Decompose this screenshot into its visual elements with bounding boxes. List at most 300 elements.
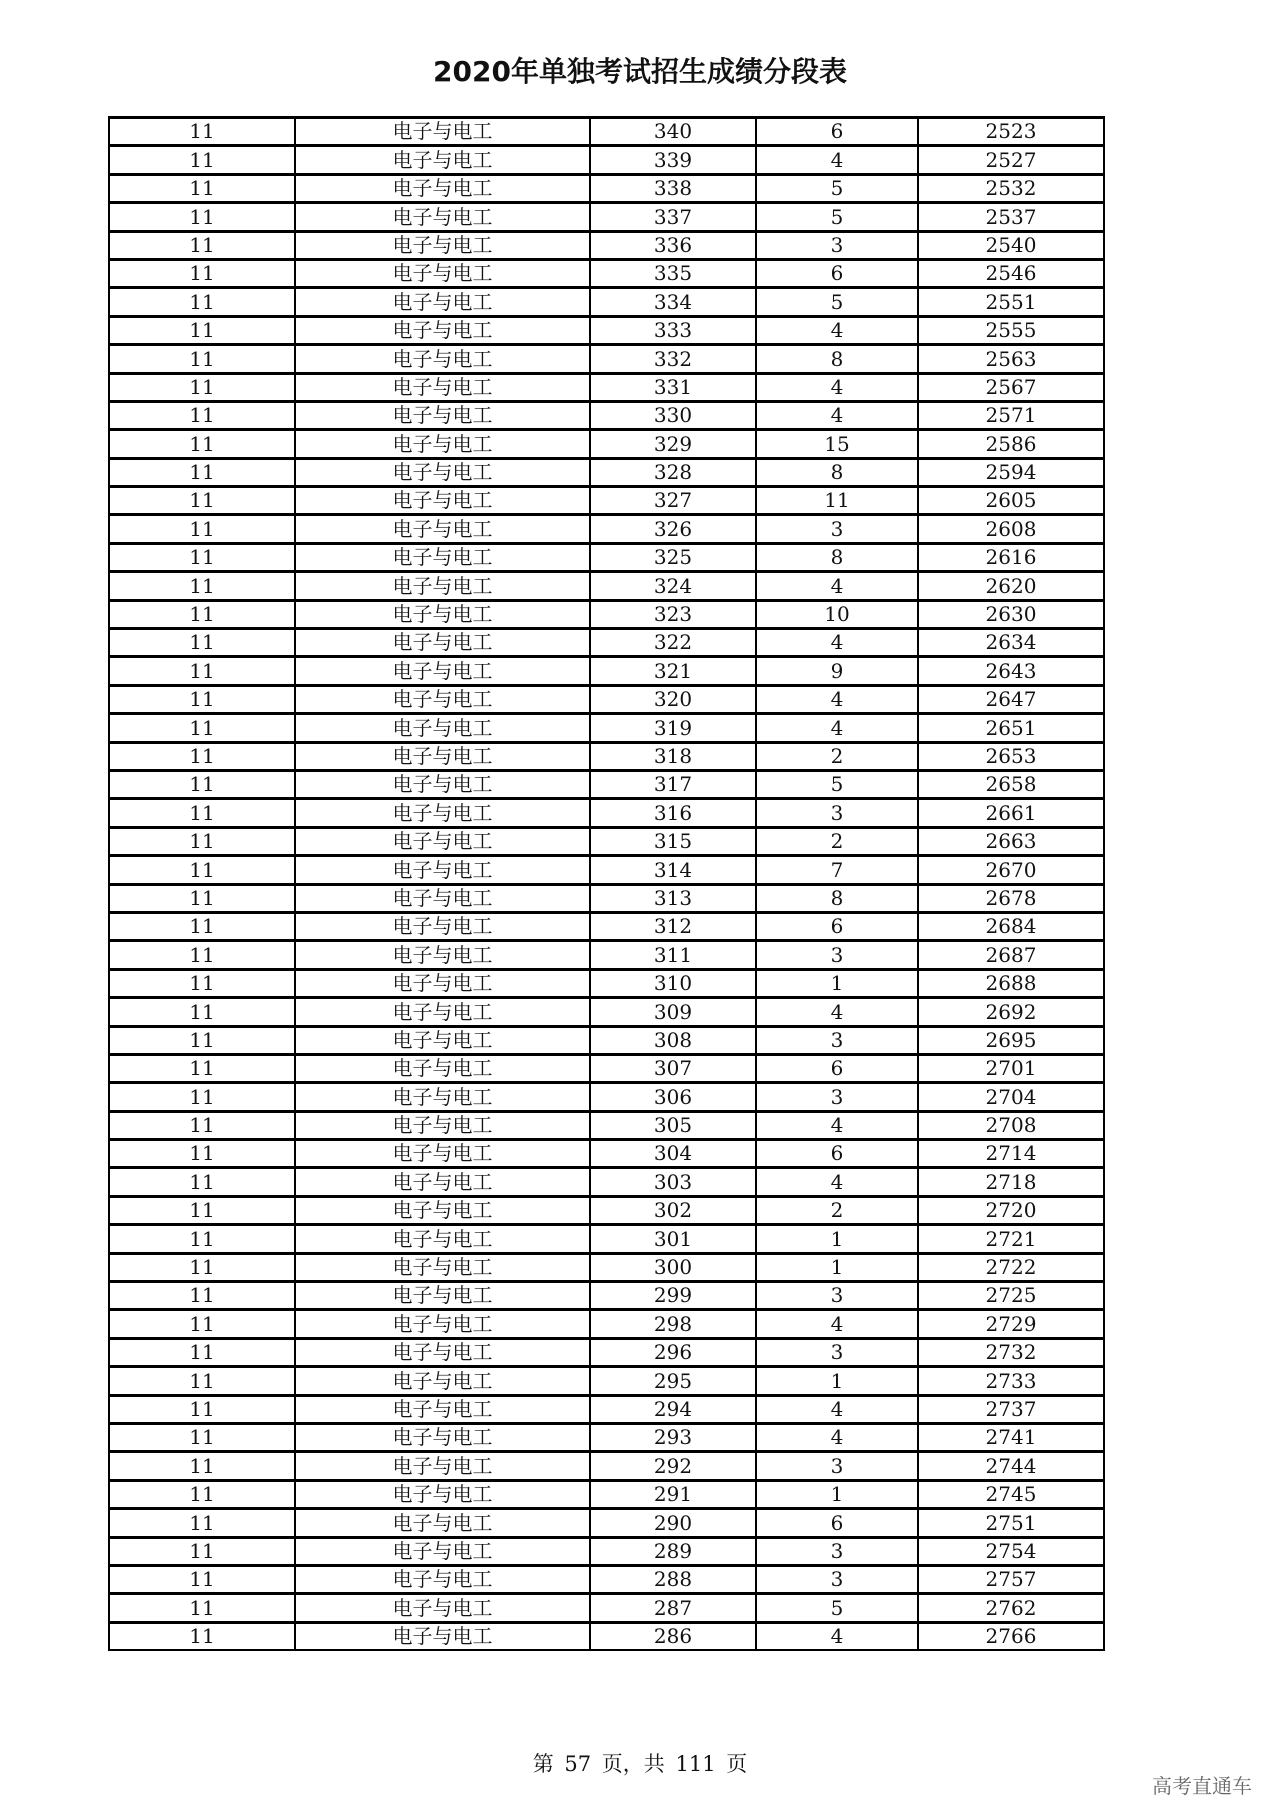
cumulative-cell: 2721 bbox=[918, 1225, 1104, 1253]
count-cell: 7 bbox=[756, 856, 918, 884]
table-row bbox=[109, 714, 1104, 742]
score-cell: 305 bbox=[590, 1111, 756, 1139]
table-row bbox=[109, 1225, 1104, 1253]
cumulative-cell: 2540 bbox=[918, 231, 1104, 259]
table-row bbox=[109, 1111, 1104, 1139]
major-cell: 电子与电工 bbox=[295, 1367, 590, 1395]
count-cell: 4 bbox=[756, 401, 918, 429]
category-code-cell: 11 bbox=[109, 458, 295, 486]
count-cell: 4 bbox=[756, 316, 918, 344]
count-cell: 2 bbox=[756, 827, 918, 855]
cumulative-cell: 2737 bbox=[918, 1395, 1104, 1423]
count-cell: 3 bbox=[756, 231, 918, 259]
major-cell: 电子与电工 bbox=[295, 401, 590, 429]
score-cell: 287 bbox=[590, 1594, 756, 1622]
score-cell: 317 bbox=[590, 770, 756, 798]
count-cell: 6 bbox=[756, 259, 918, 287]
score-cell: 286 bbox=[590, 1622, 756, 1650]
count-cell: 9 bbox=[756, 657, 918, 685]
category-code-cell: 11 bbox=[109, 998, 295, 1026]
score-cell: 336 bbox=[590, 231, 756, 259]
table-row bbox=[109, 146, 1104, 174]
cumulative-cell: 2661 bbox=[918, 799, 1104, 827]
major-cell: 电子与电工 bbox=[295, 1111, 590, 1139]
table-row bbox=[109, 430, 1104, 458]
table-row bbox=[109, 912, 1104, 940]
score-cell: 295 bbox=[590, 1367, 756, 1395]
cumulative-cell: 2708 bbox=[918, 1111, 1104, 1139]
count-cell: 4 bbox=[756, 714, 918, 742]
major-cell: 电子与电工 bbox=[295, 884, 590, 912]
table-row bbox=[109, 770, 1104, 798]
category-code-cell: 11 bbox=[109, 1480, 295, 1508]
score-cell: 320 bbox=[590, 685, 756, 713]
major-cell: 电子与电工 bbox=[295, 998, 590, 1026]
score-cell: 327 bbox=[590, 487, 756, 515]
cumulative-cell: 2718 bbox=[918, 1168, 1104, 1196]
score-cell: 331 bbox=[590, 373, 756, 401]
category-code-cell: 11 bbox=[109, 373, 295, 401]
category-code-cell: 11 bbox=[109, 884, 295, 912]
major-cell: 电子与电工 bbox=[295, 288, 590, 316]
major-cell: 电子与电工 bbox=[295, 1168, 590, 1196]
count-cell: 6 bbox=[756, 118, 918, 146]
count-cell: 4 bbox=[756, 1310, 918, 1338]
cumulative-cell: 2630 bbox=[918, 600, 1104, 628]
score-cell: 303 bbox=[590, 1168, 756, 1196]
major-cell: 电子与电工 bbox=[295, 373, 590, 401]
major-cell: 电子与电工 bbox=[295, 856, 590, 884]
score-cell: 334 bbox=[590, 288, 756, 316]
score-cell: 339 bbox=[590, 146, 756, 174]
page-title: 2020年单独考试招生成绩分段表 bbox=[433, 55, 847, 88]
count-cell: 6 bbox=[756, 1054, 918, 1082]
category-code-cell: 11 bbox=[109, 1338, 295, 1366]
major-cell: 电子与电工 bbox=[295, 1395, 590, 1423]
category-code-cell: 11 bbox=[109, 770, 295, 798]
cumulative-cell: 2532 bbox=[918, 174, 1104, 202]
score-cell: 329 bbox=[590, 430, 756, 458]
major-cell: 电子与电工 bbox=[295, 1225, 590, 1253]
category-code-cell: 11 bbox=[109, 1509, 295, 1537]
score-cell: 310 bbox=[590, 969, 756, 997]
major-cell: 电子与电工 bbox=[295, 1338, 590, 1366]
category-code-cell: 11 bbox=[109, 1111, 295, 1139]
cumulative-cell: 2571 bbox=[918, 401, 1104, 429]
cumulative-cell: 2605 bbox=[918, 487, 1104, 515]
score-cell: 299 bbox=[590, 1282, 756, 1310]
category-code-cell: 11 bbox=[109, 1253, 295, 1281]
cumulative-cell: 2546 bbox=[918, 259, 1104, 287]
category-code-cell: 11 bbox=[109, 856, 295, 884]
major-cell: 电子与电工 bbox=[295, 1083, 590, 1111]
table-row bbox=[109, 657, 1104, 685]
cumulative-cell: 2766 bbox=[918, 1622, 1104, 1650]
table-row bbox=[109, 1282, 1104, 1310]
table-row bbox=[109, 1565, 1104, 1593]
table-row bbox=[109, 1452, 1104, 1480]
count-cell: 6 bbox=[756, 1509, 918, 1537]
count-cell: 5 bbox=[756, 174, 918, 202]
category-code-cell: 11 bbox=[109, 1196, 295, 1224]
table-row bbox=[109, 118, 1104, 146]
category-code-cell: 11 bbox=[109, 1168, 295, 1196]
score-table bbox=[108, 116, 1105, 1651]
cumulative-cell: 2704 bbox=[918, 1083, 1104, 1111]
table-row bbox=[109, 203, 1104, 231]
score-cell: 321 bbox=[590, 657, 756, 685]
table-row bbox=[109, 259, 1104, 287]
table-row bbox=[109, 345, 1104, 373]
cumulative-cell: 2745 bbox=[918, 1480, 1104, 1508]
table-row bbox=[109, 600, 1104, 628]
category-code-cell: 11 bbox=[109, 685, 295, 713]
table-row bbox=[109, 543, 1104, 571]
table-row bbox=[109, 515, 1104, 543]
score-cell: 291 bbox=[590, 1480, 756, 1508]
score-cell: 314 bbox=[590, 856, 756, 884]
score-cell: 311 bbox=[590, 941, 756, 969]
score-cell: 304 bbox=[590, 1140, 756, 1168]
score-cell: 296 bbox=[590, 1338, 756, 1366]
major-cell: 电子与电工 bbox=[295, 969, 590, 997]
cumulative-cell: 2688 bbox=[918, 969, 1104, 997]
category-code-cell: 11 bbox=[109, 401, 295, 429]
category-code-cell: 11 bbox=[109, 600, 295, 628]
table-row bbox=[109, 174, 1104, 202]
score-cell: 288 bbox=[590, 1565, 756, 1593]
score-cell: 289 bbox=[590, 1537, 756, 1565]
category-code-cell: 11 bbox=[109, 1565, 295, 1593]
category-code-cell: 11 bbox=[109, 799, 295, 827]
category-code-cell: 11 bbox=[109, 146, 295, 174]
cumulative-cell: 2608 bbox=[918, 515, 1104, 543]
count-cell: 4 bbox=[756, 373, 918, 401]
table-row bbox=[109, 1253, 1104, 1281]
major-cell: 电子与电工 bbox=[295, 657, 590, 685]
major-cell: 电子与电工 bbox=[295, 146, 590, 174]
major-cell: 电子与电工 bbox=[295, 1026, 590, 1054]
category-code-cell: 11 bbox=[109, 1537, 295, 1565]
table-row bbox=[109, 1509, 1104, 1537]
major-cell: 电子与电工 bbox=[295, 1310, 590, 1338]
table-row bbox=[109, 1083, 1104, 1111]
table-row bbox=[109, 629, 1104, 657]
cumulative-cell: 2647 bbox=[918, 685, 1104, 713]
category-code-cell: 11 bbox=[109, 430, 295, 458]
table-row bbox=[109, 1054, 1104, 1082]
count-cell: 4 bbox=[756, 1168, 918, 1196]
table-row bbox=[109, 1537, 1104, 1565]
score-cell: 302 bbox=[590, 1196, 756, 1224]
table-row bbox=[109, 1026, 1104, 1054]
category-code-cell: 11 bbox=[109, 316, 295, 344]
score-cell: 306 bbox=[590, 1083, 756, 1111]
table-row bbox=[109, 316, 1104, 344]
count-cell: 3 bbox=[756, 1282, 918, 1310]
table-row bbox=[109, 288, 1104, 316]
score-cell: 316 bbox=[590, 799, 756, 827]
count-cell: 6 bbox=[756, 1140, 918, 1168]
category-code-cell: 11 bbox=[109, 1140, 295, 1168]
major-cell: 电子与电工 bbox=[295, 345, 590, 373]
score-cell: 318 bbox=[590, 742, 756, 770]
cumulative-cell: 2586 bbox=[918, 430, 1104, 458]
table-row bbox=[109, 373, 1104, 401]
category-code-cell: 11 bbox=[109, 1594, 295, 1622]
cumulative-cell: 2725 bbox=[918, 1282, 1104, 1310]
category-code-cell: 11 bbox=[109, 231, 295, 259]
score-cell: 337 bbox=[590, 203, 756, 231]
table-row bbox=[109, 742, 1104, 770]
major-cell: 电子与电工 bbox=[295, 1140, 590, 1168]
cumulative-cell: 2684 bbox=[918, 912, 1104, 940]
major-cell: 电子与电工 bbox=[295, 1423, 590, 1451]
category-code-cell: 11 bbox=[109, 1282, 295, 1310]
cumulative-cell: 2754 bbox=[918, 1537, 1104, 1565]
cumulative-cell: 2616 bbox=[918, 543, 1104, 571]
score-cell: 307 bbox=[590, 1054, 756, 1082]
page-number: 第 57 页，共 111 页 bbox=[532, 1752, 748, 1776]
major-cell: 电子与电工 bbox=[295, 316, 590, 344]
major-cell: 电子与电工 bbox=[295, 1509, 590, 1537]
table-row bbox=[109, 458, 1104, 486]
major-cell: 电子与电工 bbox=[295, 259, 590, 287]
cumulative-cell: 2732 bbox=[918, 1338, 1104, 1366]
score-cell: 330 bbox=[590, 401, 756, 429]
category-code-cell: 11 bbox=[109, 941, 295, 969]
cumulative-cell: 2663 bbox=[918, 827, 1104, 855]
count-cell: 3 bbox=[756, 1026, 918, 1054]
count-cell: 4 bbox=[756, 1395, 918, 1423]
cumulative-cell: 2537 bbox=[918, 203, 1104, 231]
cumulative-cell: 2757 bbox=[918, 1565, 1104, 1593]
major-cell: 电子与电工 bbox=[295, 912, 590, 940]
table-row bbox=[109, 1594, 1104, 1622]
category-code-cell: 11 bbox=[109, 714, 295, 742]
table-row bbox=[109, 998, 1104, 1026]
category-code-cell: 11 bbox=[109, 345, 295, 373]
score-cell: 298 bbox=[590, 1310, 756, 1338]
category-code-cell: 11 bbox=[109, 1026, 295, 1054]
score-cell: 309 bbox=[590, 998, 756, 1026]
major-cell: 电子与电工 bbox=[295, 799, 590, 827]
cumulative-cell: 2692 bbox=[918, 998, 1104, 1026]
category-code-cell: 11 bbox=[109, 657, 295, 685]
category-code-cell: 11 bbox=[109, 1054, 295, 1082]
major-cell: 电子与电工 bbox=[295, 543, 590, 571]
count-cell: 4 bbox=[756, 685, 918, 713]
count-cell: 3 bbox=[756, 1338, 918, 1366]
major-cell: 电子与电工 bbox=[295, 1253, 590, 1281]
major-cell: 电子与电工 bbox=[295, 1480, 590, 1508]
cumulative-cell: 2620 bbox=[918, 572, 1104, 600]
major-cell: 电子与电工 bbox=[295, 941, 590, 969]
cumulative-cell: 2651 bbox=[918, 714, 1104, 742]
cumulative-cell: 2720 bbox=[918, 1196, 1104, 1224]
cumulative-cell: 2594 bbox=[918, 458, 1104, 486]
major-cell: 电子与电工 bbox=[295, 827, 590, 855]
cumulative-cell: 2762 bbox=[918, 1594, 1104, 1622]
count-cell: 2 bbox=[756, 742, 918, 770]
category-code-cell: 11 bbox=[109, 118, 295, 146]
major-cell: 电子与电工 bbox=[295, 430, 590, 458]
cumulative-cell: 2523 bbox=[918, 118, 1104, 146]
category-code-cell: 11 bbox=[109, 912, 295, 940]
count-cell: 2 bbox=[756, 1196, 918, 1224]
count-cell: 1 bbox=[756, 1225, 918, 1253]
major-cell: 电子与电工 bbox=[295, 1565, 590, 1593]
table-row bbox=[109, 1622, 1104, 1650]
score-cell: 325 bbox=[590, 543, 756, 571]
table-row bbox=[109, 1423, 1104, 1451]
category-code-cell: 11 bbox=[109, 969, 295, 997]
cumulative-cell: 2658 bbox=[918, 770, 1104, 798]
major-cell: 电子与电工 bbox=[295, 1537, 590, 1565]
table-row bbox=[109, 401, 1104, 429]
major-cell: 电子与电工 bbox=[295, 203, 590, 231]
cumulative-cell: 2555 bbox=[918, 316, 1104, 344]
cumulative-cell: 2670 bbox=[918, 856, 1104, 884]
cumulative-cell: 2678 bbox=[918, 884, 1104, 912]
score-cell: 313 bbox=[590, 884, 756, 912]
score-cell: 335 bbox=[590, 259, 756, 287]
score-cell: 292 bbox=[590, 1452, 756, 1480]
cumulative-cell: 2634 bbox=[918, 629, 1104, 657]
count-cell: 4 bbox=[756, 146, 918, 174]
category-code-cell: 11 bbox=[109, 1622, 295, 1650]
major-cell: 电子与电工 bbox=[295, 174, 590, 202]
category-code-cell: 11 bbox=[109, 629, 295, 657]
major-cell: 电子与电工 bbox=[295, 714, 590, 742]
category-code-cell: 11 bbox=[109, 827, 295, 855]
count-cell: 8 bbox=[756, 543, 918, 571]
count-cell: 4 bbox=[756, 1423, 918, 1451]
watermark: 高考直通车 bbox=[1152, 1774, 1252, 1798]
cumulative-cell: 2563 bbox=[918, 345, 1104, 373]
count-cell: 4 bbox=[756, 1111, 918, 1139]
cumulative-cell: 2714 bbox=[918, 1140, 1104, 1168]
count-cell: 3 bbox=[756, 1083, 918, 1111]
cumulative-cell: 2695 bbox=[918, 1026, 1104, 1054]
category-code-cell: 11 bbox=[109, 1423, 295, 1451]
category-code-cell: 11 bbox=[109, 203, 295, 231]
count-cell: 8 bbox=[756, 458, 918, 486]
table-row bbox=[109, 231, 1104, 259]
cumulative-cell: 2751 bbox=[918, 1509, 1104, 1537]
count-cell: 3 bbox=[756, 1565, 918, 1593]
major-cell: 电子与电工 bbox=[295, 770, 590, 798]
count-cell: 4 bbox=[756, 998, 918, 1026]
cumulative-cell: 2567 bbox=[918, 373, 1104, 401]
cumulative-cell: 2744 bbox=[918, 1452, 1104, 1480]
count-cell: 1 bbox=[756, 1480, 918, 1508]
major-cell: 电子与电工 bbox=[295, 458, 590, 486]
table-row bbox=[109, 827, 1104, 855]
table-row bbox=[109, 1480, 1104, 1508]
count-cell: 4 bbox=[756, 1622, 918, 1650]
count-cell: 1 bbox=[756, 969, 918, 997]
table-row bbox=[109, 1140, 1104, 1168]
table-row bbox=[109, 1168, 1104, 1196]
table-row bbox=[109, 799, 1104, 827]
count-cell: 5 bbox=[756, 770, 918, 798]
count-cell: 1 bbox=[756, 1253, 918, 1281]
count-cell: 6 bbox=[756, 912, 918, 940]
count-cell: 3 bbox=[756, 515, 918, 543]
score-cell: 319 bbox=[590, 714, 756, 742]
score-cell: 333 bbox=[590, 316, 756, 344]
category-code-cell: 11 bbox=[109, 174, 295, 202]
major-cell: 电子与电工 bbox=[295, 685, 590, 713]
category-code-cell: 11 bbox=[109, 742, 295, 770]
major-cell: 电子与电工 bbox=[295, 600, 590, 628]
table-row bbox=[109, 1395, 1104, 1423]
category-code-cell: 11 bbox=[109, 572, 295, 600]
major-cell: 电子与电工 bbox=[295, 515, 590, 543]
table-row bbox=[109, 1338, 1104, 1366]
category-code-cell: 11 bbox=[109, 1452, 295, 1480]
score-cell: 326 bbox=[590, 515, 756, 543]
count-cell: 3 bbox=[756, 941, 918, 969]
cumulative-cell: 2729 bbox=[918, 1310, 1104, 1338]
major-cell: 电子与电工 bbox=[295, 1054, 590, 1082]
count-cell: 3 bbox=[756, 1537, 918, 1565]
count-cell: 3 bbox=[756, 1452, 918, 1480]
count-cell: 4 bbox=[756, 572, 918, 600]
score-cell: 308 bbox=[590, 1026, 756, 1054]
table-row bbox=[109, 1196, 1104, 1224]
score-cell: 323 bbox=[590, 600, 756, 628]
category-code-cell: 11 bbox=[109, 288, 295, 316]
table-row bbox=[109, 941, 1104, 969]
major-cell: 电子与电工 bbox=[295, 1282, 590, 1310]
count-cell: 11 bbox=[756, 487, 918, 515]
count-cell: 8 bbox=[756, 345, 918, 373]
cumulative-cell: 2527 bbox=[918, 146, 1104, 174]
table-row bbox=[109, 487, 1104, 515]
major-cell: 电子与电工 bbox=[295, 1452, 590, 1480]
cumulative-cell: 2733 bbox=[918, 1367, 1104, 1395]
score-cell: 312 bbox=[590, 912, 756, 940]
cumulative-cell: 2551 bbox=[918, 288, 1104, 316]
score-cell: 315 bbox=[590, 827, 756, 855]
score-cell: 324 bbox=[590, 572, 756, 600]
category-code-cell: 11 bbox=[109, 543, 295, 571]
count-cell: 8 bbox=[756, 884, 918, 912]
cumulative-cell: 2722 bbox=[918, 1253, 1104, 1281]
category-code-cell: 11 bbox=[109, 259, 295, 287]
cumulative-cell: 2741 bbox=[918, 1423, 1104, 1451]
category-code-cell: 11 bbox=[109, 1225, 295, 1253]
count-cell: 4 bbox=[756, 629, 918, 657]
score-table-body bbox=[109, 118, 1104, 1651]
cumulative-cell: 2687 bbox=[918, 941, 1104, 969]
score-cell: 338 bbox=[590, 174, 756, 202]
table-row bbox=[109, 572, 1104, 600]
cumulative-cell: 2653 bbox=[918, 742, 1104, 770]
major-cell: 电子与电工 bbox=[295, 629, 590, 657]
score-cell: 293 bbox=[590, 1423, 756, 1451]
category-code-cell: 11 bbox=[109, 1395, 295, 1423]
count-cell: 10 bbox=[756, 600, 918, 628]
major-cell: 电子与电工 bbox=[295, 487, 590, 515]
score-cell: 290 bbox=[590, 1509, 756, 1537]
score-cell: 301 bbox=[590, 1225, 756, 1253]
count-cell: 3 bbox=[756, 799, 918, 827]
score-cell: 300 bbox=[590, 1253, 756, 1281]
major-cell: 电子与电工 bbox=[295, 231, 590, 259]
